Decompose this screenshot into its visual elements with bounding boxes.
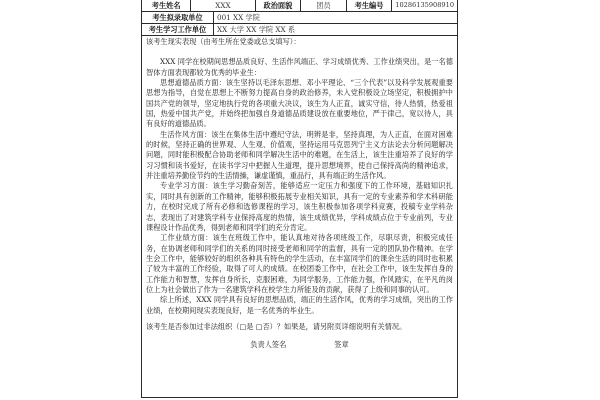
exam-no-label: 考生编号 (347, 0, 393, 11)
paragraph-lifestyle: 生活作风方面：该生在集体生活中遵纪守法，明辨是非，坚持真理，为人正直，在面对困难的时候，坚持正确的世界观、人生观、价值观，坚持运用马克思列宁主义方法论去分析问题解决问题，同时能积极配合协助老师和同学解决生活中的难题，在生活上，该生注重培养了良好的学习习惯和读书爱好，在读书学习中把握人生道理，提升思想境界，使自己保持高尚的精神追求，并注重培养勤俭节约的生活情操，谦虚谨慎，重品行，具有端正的生活作风。 (146, 129, 453, 181)
spacer (146, 47, 453, 57)
unit-label: 考生拟录取单位 (142, 12, 214, 23)
evaluation-body (142, 36, 457, 351)
evaluation-intro: 该考生现实表现（由考生所在党委或总支填写）： (146, 37, 301, 46)
study-label: 考生学习工作单位 (142, 24, 214, 35)
header-row-2 (142, 12, 457, 24)
paragraph-summary: XXX 同学在校期间思想品质良好、生活作风端正、学习成绩优秀、工作业绩突出，是一名德智体方面表现都较为优秀的毕业生： (146, 57, 453, 77)
political-review-form (141, 0, 458, 398)
signature-line (146, 340, 453, 350)
name-label: 考生姓名 (142, 0, 191, 11)
paragraph-ideology: 思想道德品质方面：该生坚持以毛泽东思想、邓小平理论、“三个代表”以及科学发展观重要思想为指导，自觉在思想上不断努力提高自身的政治修养，未入党积极设立场坚定，积极拥护中国共产党的领导，坚定地执行党的各项重大决议，该生为人正直，诚实守信，待人热情，热爱祖国，热爱中国共产党，并始终把加强自身道德品质建设放在重要地位，严于律己，宽以待人，具有良好的道德品质。 (146, 78, 453, 129)
sign-seal-label: 签章 (334, 340, 349, 350)
paragraph-work: 工作业绩方面：该生在班级工作中，能认真地对待各项班级工作，尽职尽责，积极完成任务，在协调老师和同学们的关系的同时接受老师和同学的监督，具有一定的团队协作精神。在学生会工作中，能够较好的组织各种具有特色的学生活动，在丰富同学们的课余生活的同时也积累了较为丰富的工作经验，取得了可人的成绩。在校团委工作中，在社会工作中，该生发挥自身的工作能力和智慧，发挥自身所长，克服困难，为同学服务，工作能力强，作风踏实，在平凡的岗位上为社会做出了作为一名建筑学科在校学生力所能及的贡献，获得了上级和同事的认可。 (146, 233, 453, 294)
paragraph-conclusion: 综上所述，XXX 同学具有良好的思想品质，端正的生活作风，优秀的学习成绩，突出的工作业绩，在校期间现实表现良好，是一名优秀的毕业生。 (146, 295, 453, 315)
politics-label: 政治面貌 (256, 0, 302, 11)
sign-person-label: 负责人签名 (250, 340, 287, 350)
illegal-org-question: 该考生是否参加过非法组织（□是 □否）？如果是，请另附页详细说明有关情况。 (146, 321, 407, 331)
name-value: XXX (191, 0, 255, 11)
exam-no-value: 10286135908910 (395, 1, 455, 9)
study-value: XX 大学 XX 学院 XX 系 (217, 25, 296, 34)
unit-value: 001 XX 学院 (217, 13, 260, 22)
header-row-1 (142, 0, 457, 12)
politics-value: 团员 (301, 0, 347, 11)
header-row-3 (142, 24, 457, 36)
paragraph-study: 专业学习方面：该生学习勤奋刻苦，能够适应一定压力和强度下的工作环境，基础知识扎实，同时具有创新的工作精神，能够积极拓展专业相关知识，具有一定的专业素养和学术科研能力，在校时完成了所有必修和选修课程的学习，该生积极参加各项学科竞赛，投稿专业学科杂志，表现出了对建筑学科专业保持高度的热情，该生成绩优异，学科成绩点位于专业前列，专业课程设计作品优秀，得到老师和同学们的充分肯定。 (146, 181, 453, 232)
